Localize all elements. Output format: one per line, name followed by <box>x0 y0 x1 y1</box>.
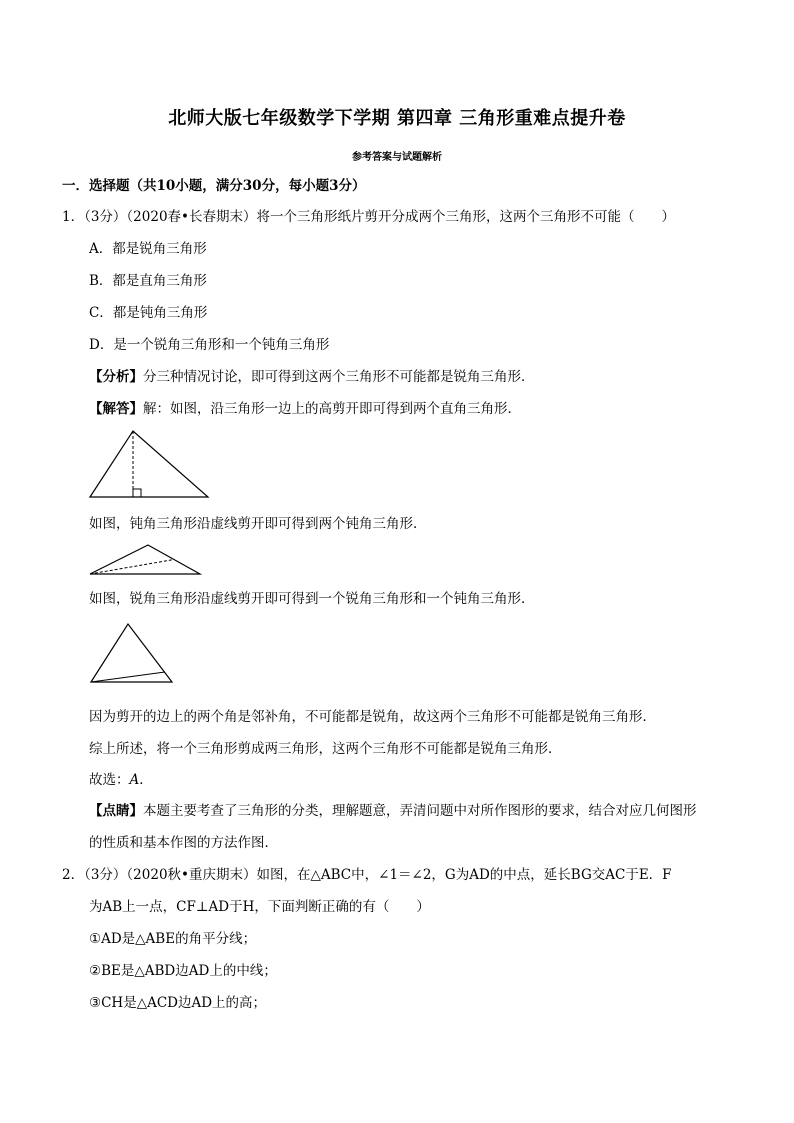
choice-prefix: 故选： <box>89 772 130 788</box>
q1-acute-line: 如图，锐角三角形沿虚线剪开即可得到一个锐角三角形和一个钝角三角形． <box>89 591 535 607</box>
figure-acute-triangle <box>88 620 176 686</box>
q2-item-3: ③CH是△ACD边AD上的高； <box>89 995 267 1011</box>
q1-comment <box>89 802 697 820</box>
q1-stem: 1．（3分）（2020春•长春期末）将一个三角形纸片剪开分成两个三角形，这两个三角形不可能（ ） <box>62 209 675 225</box>
figure-right-split-triangle <box>88 428 212 500</box>
choice-suffix: ． <box>139 772 153 788</box>
page-subtitle: 参考答案与试题解析 <box>352 152 442 163</box>
q1-comment-cont: 的性质和基本作图的方法作图． <box>89 835 278 851</box>
q1-summary: 综上所述，将一个三角形剪成两三角形，这两个三角形不可能都是锐角三角形． <box>89 741 562 757</box>
analysis-label: 【分析】 <box>89 369 143 385</box>
comment-label: 【点睛】 <box>89 803 143 819</box>
q2-item-2: ②BE是△ABD边AD上的中线； <box>89 963 277 979</box>
q1-analysis <box>89 368 535 386</box>
q1-option-d: D．是一个锐角三角形和一个钝角三角形 <box>89 337 330 353</box>
q2-item-1: ①AD是△ABE的角平分线； <box>89 931 257 947</box>
comment-text: 本题主要考查了三角形的分类，理解题意，弄清问题中对所作图形的要求，结合对应几何图形 <box>143 803 697 819</box>
answer-label: 【解答】 <box>89 401 143 417</box>
q2-stem-cont: 为AB上一点，CF⊥AD于H，下面判断正确的有（ ） <box>89 899 430 915</box>
q1-option-c: C．都是钝角三角形 <box>89 305 208 321</box>
q1-option-b: B．都是直角三角形 <box>89 273 207 289</box>
figure-obtuse-triangle <box>88 542 204 578</box>
q1-answer <box>89 400 521 418</box>
page-title: 北师大版七年级数学下学期 第四章 三角形重难点提升卷 <box>168 108 626 129</box>
q1-obtuse-line: 如图，钝角三角形沿虚线剪开即可得到两个钝角三角形． <box>89 516 427 532</box>
q2-stem: 2．（3分）（2020秋•重庆期末）如图，在△ABC中，∠1＝∠2，G为AD的中点，延长BG交AC于E．F <box>62 867 672 883</box>
q1-choice <box>89 771 153 789</box>
choice-value: A <box>129 772 140 788</box>
analysis-text: 分三种情况讨论，即可得到这两个三角形不可能都是锐角三角形． <box>143 369 535 385</box>
section-heading: 一．选择题（共10小题，满分30分，每小题3分） <box>62 178 366 194</box>
answer-text: 解：如图，沿三角形一边上的高剪开即可得到两个直角三角形． <box>143 401 521 417</box>
q1-option-a: A．都是锐角三角形 <box>89 241 207 257</box>
q1-reason: 因为剪开的边上的两个角是邻补角，不可能都是锐角，故这两个三角形不可能都是锐角三角形． <box>89 709 656 725</box>
